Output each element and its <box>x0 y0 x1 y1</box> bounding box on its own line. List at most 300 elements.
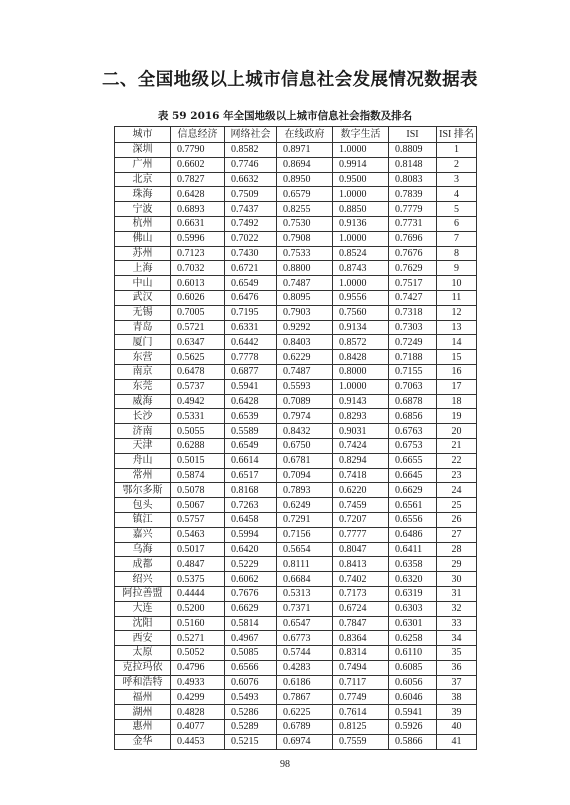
table-row <box>115 468 477 483</box>
online-government-cell: 0.7371 <box>277 601 333 616</box>
network-society-cell: 0.6549 <box>225 276 277 291</box>
city-cell: 福州 <box>115 690 171 705</box>
info-economy-cell: 0.5052 <box>171 646 225 661</box>
online-government-cell: 0.6229 <box>277 350 333 365</box>
isi-cell: 0.7427 <box>389 290 437 305</box>
digital-life-cell: 0.8524 <box>333 246 389 261</box>
table-row <box>115 305 477 320</box>
table-row <box>115 335 477 350</box>
isi-cell: 0.6629 <box>389 483 437 498</box>
info-economy-cell: 0.5737 <box>171 379 225 394</box>
table-caption: 表 59 2016 年全国地级以上城市信息社会指数及排名 <box>157 110 413 122</box>
table-row <box>115 705 477 720</box>
isi-rank-cell: 36 <box>437 660 477 675</box>
network-society-cell: 0.7022 <box>225 231 277 246</box>
isi-cell: 0.7517 <box>389 276 437 291</box>
table-row <box>115 675 477 690</box>
network-society-cell: 0.6458 <box>225 512 277 527</box>
info-economy-cell: 0.5331 <box>171 409 225 424</box>
isi-rank-cell: 17 <box>437 379 477 394</box>
network-society-cell: 0.6614 <box>225 453 277 468</box>
isi-cell: 0.6303 <box>389 601 437 616</box>
city-cell: 杭州 <box>115 216 171 231</box>
isi-rank-cell: 37 <box>437 675 477 690</box>
city-cell: 深圳 <box>115 143 171 158</box>
table-row <box>115 157 477 172</box>
network-society-cell: 0.5493 <box>225 690 277 705</box>
table-row <box>115 394 477 409</box>
digital-life-cell: 0.8364 <box>333 631 389 646</box>
digital-life-cell: 0.8047 <box>333 542 389 557</box>
online-government-cell: 0.7487 <box>277 276 333 291</box>
city-cell: 宁波 <box>115 202 171 217</box>
isi-rank-cell: 32 <box>437 601 477 616</box>
isi-rank-cell: 39 <box>437 705 477 720</box>
isi-rank-cell: 6 <box>437 216 477 231</box>
info-economy-cell: 0.4942 <box>171 394 225 409</box>
info-economy-cell: 0.5200 <box>171 601 225 616</box>
table-row <box>115 631 477 646</box>
table-row <box>115 601 477 616</box>
online-government-cell: 0.7533 <box>277 246 333 261</box>
isi-cell: 0.5926 <box>389 720 437 735</box>
isi-cell: 0.8809 <box>389 143 437 158</box>
online-government-cell: 0.8403 <box>277 335 333 350</box>
online-government-cell: 0.8255 <box>277 202 333 217</box>
network-society-cell: 0.6539 <box>225 409 277 424</box>
info-economy-cell: 0.5625 <box>171 350 225 365</box>
network-society-cell: 0.7492 <box>225 216 277 231</box>
digital-life-cell: 0.7560 <box>333 305 389 320</box>
city-cell: 南京 <box>115 364 171 379</box>
network-society-cell: 0.5941 <box>225 379 277 394</box>
online-government-cell: 0.7487 <box>277 364 333 379</box>
isi-cell: 0.7155 <box>389 364 437 379</box>
network-society-cell: 0.6549 <box>225 438 277 453</box>
online-government-cell: 0.8694 <box>277 157 333 172</box>
digital-life-cell: 1.0000 <box>333 231 389 246</box>
isi-cell: 0.6561 <box>389 498 437 513</box>
isi-cell: 0.7318 <box>389 305 437 320</box>
city-cell: 北京 <box>115 172 171 187</box>
digital-life-cell: 0.9143 <box>333 394 389 409</box>
table-row <box>115 350 477 365</box>
isi-rank-cell: 38 <box>437 690 477 705</box>
digital-life-cell: 0.9500 <box>333 172 389 187</box>
isi-cell: 0.7779 <box>389 202 437 217</box>
info-economy-cell: 0.5015 <box>171 453 225 468</box>
table-row <box>115 320 477 335</box>
isi-cell: 0.6085 <box>389 660 437 675</box>
network-society-cell: 0.6331 <box>225 320 277 335</box>
online-government-cell: 0.6773 <box>277 631 333 646</box>
network-society-cell: 0.8168 <box>225 483 277 498</box>
isi-cell: 0.7249 <box>389 335 437 350</box>
info-economy-cell: 0.5463 <box>171 527 225 542</box>
isi-rank-cell: 10 <box>437 276 477 291</box>
digital-life-cell: 0.6724 <box>333 601 389 616</box>
isi-cell: 0.6320 <box>389 572 437 587</box>
isi-rank-cell: 40 <box>437 720 477 735</box>
city-cell: 苏州 <box>115 246 171 261</box>
city-cell: 阿拉善盟 <box>115 586 171 601</box>
network-society-cell: 0.5229 <box>225 557 277 572</box>
online-government-cell: 0.7094 <box>277 468 333 483</box>
city-cell: 厦门 <box>115 335 171 350</box>
city-cell: 绍兴 <box>115 572 171 587</box>
table-row <box>115 231 477 246</box>
online-government-cell: 0.7893 <box>277 483 333 498</box>
isi-rank-cell: 35 <box>437 646 477 661</box>
city-cell: 湖州 <box>115 705 171 720</box>
table-row <box>115 438 477 453</box>
info-economy-cell: 0.4828 <box>171 705 225 720</box>
digital-life-cell: 0.8850 <box>333 202 389 217</box>
city-cell: 沈阳 <box>115 616 171 631</box>
city-cell: 天津 <box>115 438 171 453</box>
city-cell: 太原 <box>115 646 171 661</box>
table-row <box>115 690 477 705</box>
isi-cell: 0.7188 <box>389 350 437 365</box>
city-cell: 镇江 <box>115 512 171 527</box>
page-number: 98 <box>280 759 290 770</box>
city-cell: 上海 <box>115 261 171 276</box>
network-society-cell: 0.5994 <box>225 527 277 542</box>
city-cell: 东莞 <box>115 379 171 394</box>
digital-life-cell: 1.0000 <box>333 187 389 202</box>
table-row <box>115 616 477 631</box>
city-cell: 中山 <box>115 276 171 291</box>
table-header-row <box>115 127 477 143</box>
isi-rank-cell: 11 <box>437 290 477 305</box>
info-economy-cell: 0.5078 <box>171 483 225 498</box>
info-economy-cell: 0.4847 <box>171 557 225 572</box>
isi-cell: 0.7731 <box>389 216 437 231</box>
network-society-cell: 0.6428 <box>225 394 277 409</box>
online-government-cell: 0.6684 <box>277 572 333 587</box>
network-society-cell: 0.5289 <box>225 720 277 735</box>
isi-rank-cell: 12 <box>437 305 477 320</box>
col-header-city: 城市 <box>115 127 171 143</box>
table-row <box>115 660 477 675</box>
info-economy-cell: 0.5874 <box>171 468 225 483</box>
online-government-cell: 0.5593 <box>277 379 333 394</box>
info-economy-cell: 0.6478 <box>171 364 225 379</box>
network-society-cell: 0.4967 <box>225 631 277 646</box>
table-row <box>115 453 477 468</box>
isi-cell: 0.6655 <box>389 453 437 468</box>
network-society-cell: 0.5215 <box>225 734 277 749</box>
info-economy-cell: 0.6347 <box>171 335 225 350</box>
isi-cell: 0.6258 <box>389 631 437 646</box>
network-society-cell: 0.6632 <box>225 172 277 187</box>
city-cell: 威海 <box>115 394 171 409</box>
isi-cell: 0.6556 <box>389 512 437 527</box>
network-society-cell: 0.7676 <box>225 586 277 601</box>
section-heading: 二、全国地级以上城市信息社会发展情况数据表 <box>102 70 478 90</box>
network-society-cell: 0.7195 <box>225 305 277 320</box>
isi-cell: 0.6319 <box>389 586 437 601</box>
online-government-cell: 0.7867 <box>277 690 333 705</box>
isi-cell: 0.6878 <box>389 394 437 409</box>
digital-life-cell: 0.7559 <box>333 734 389 749</box>
info-economy-cell: 0.5067 <box>171 498 225 513</box>
isi-cell: 0.6056 <box>389 675 437 690</box>
isi-rank-cell: 24 <box>437 483 477 498</box>
isi-rank-cell: 20 <box>437 424 477 439</box>
isi-cell: 0.7629 <box>389 261 437 276</box>
city-cell: 鄂尔多斯 <box>115 483 171 498</box>
online-government-cell: 0.7291 <box>277 512 333 527</box>
network-society-cell: 0.6076 <box>225 675 277 690</box>
city-cell: 惠州 <box>115 720 171 735</box>
online-government-cell: 0.6579 <box>277 187 333 202</box>
city-cell: 舟山 <box>115 453 171 468</box>
online-government-cell: 0.6249 <box>277 498 333 513</box>
digital-life-cell: 0.7402 <box>333 572 389 587</box>
online-government-cell: 0.6547 <box>277 616 333 631</box>
table-row <box>115 187 477 202</box>
table-row <box>115 364 477 379</box>
table-row <box>115 261 477 276</box>
city-cell: 大连 <box>115 601 171 616</box>
digital-life-cell: 0.7418 <box>333 468 389 483</box>
digital-life-cell: 1.0000 <box>333 379 389 394</box>
network-society-cell: 0.5085 <box>225 646 277 661</box>
info-economy-cell: 0.5017 <box>171 542 225 557</box>
isi-cell: 0.6486 <box>389 527 437 542</box>
info-economy-cell: 0.6893 <box>171 202 225 217</box>
network-society-cell: 0.7509 <box>225 187 277 202</box>
isi-rank-cell: 4 <box>437 187 477 202</box>
table-row <box>115 734 477 749</box>
isi-rank-cell: 5 <box>437 202 477 217</box>
col-header-isi-rank: ISI 排名 <box>437 127 477 143</box>
city-cell: 包头 <box>115 498 171 513</box>
online-government-cell: 0.6781 <box>277 453 333 468</box>
table-row <box>115 172 477 187</box>
isi-rank-cell: 33 <box>437 616 477 631</box>
table-row <box>115 379 477 394</box>
info-economy-cell: 0.4933 <box>171 675 225 690</box>
info-economy-cell: 0.7032 <box>171 261 225 276</box>
city-cell: 常州 <box>115 468 171 483</box>
isi-cell: 0.6358 <box>389 557 437 572</box>
digital-life-cell: 0.8572 <box>333 335 389 350</box>
digital-life-cell: 0.8125 <box>333 720 389 735</box>
isi-rank-cell: 8 <box>437 246 477 261</box>
digital-life-cell: 0.9914 <box>333 157 389 172</box>
online-government-cell: 0.8432 <box>277 424 333 439</box>
digital-life-cell: 0.6220 <box>333 483 389 498</box>
isi-cell: 0.6645 <box>389 468 437 483</box>
isi-rank-cell: 41 <box>437 734 477 749</box>
digital-life-cell: 0.7777 <box>333 527 389 542</box>
digital-life-cell: 1.0000 <box>333 143 389 158</box>
isi-rank-cell: 15 <box>437 350 477 365</box>
online-government-cell: 0.7530 <box>277 216 333 231</box>
digital-life-cell: 0.9556 <box>333 290 389 305</box>
info-economy-cell: 0.7123 <box>171 246 225 261</box>
city-cell: 西安 <box>115 631 171 646</box>
table-row <box>115 512 477 527</box>
isi-rank-cell: 18 <box>437 394 477 409</box>
digital-life-cell: 0.7494 <box>333 660 389 675</box>
table-row <box>115 424 477 439</box>
table-row <box>115 572 477 587</box>
isi-rank-cell: 22 <box>437 453 477 468</box>
online-government-cell: 0.4283 <box>277 660 333 675</box>
isi-rank-cell: 2 <box>437 157 477 172</box>
online-government-cell: 0.8111 <box>277 557 333 572</box>
online-government-cell: 0.7156 <box>277 527 333 542</box>
network-society-cell: 0.5589 <box>225 424 277 439</box>
isi-rank-cell: 19 <box>437 409 477 424</box>
isi-cell: 0.7839 <box>389 187 437 202</box>
isi-cell: 0.7303 <box>389 320 437 335</box>
col-header-info-economy: 信息经济 <box>171 127 225 143</box>
network-society-cell: 0.5814 <box>225 616 277 631</box>
isi-rank-cell: 34 <box>437 631 477 646</box>
info-economy-cell: 0.7790 <box>171 143 225 158</box>
online-government-cell: 0.8095 <box>277 290 333 305</box>
isi-cell: 0.6856 <box>389 409 437 424</box>
isi-rank-cell: 25 <box>437 498 477 513</box>
table-row <box>115 216 477 231</box>
online-government-cell: 0.7903 <box>277 305 333 320</box>
city-cell: 金华 <box>115 734 171 749</box>
city-cell: 青岛 <box>115 320 171 335</box>
table-row <box>115 276 477 291</box>
city-cell: 成都 <box>115 557 171 572</box>
network-society-cell: 0.7263 <box>225 498 277 513</box>
info-economy-cell: 0.5160 <box>171 616 225 631</box>
info-economy-cell: 0.4077 <box>171 720 225 735</box>
online-government-cell: 0.6225 <box>277 705 333 720</box>
isi-rank-cell: 9 <box>437 261 477 276</box>
isi-rank-cell: 13 <box>437 320 477 335</box>
city-cell: 无锡 <box>115 305 171 320</box>
online-government-cell: 0.9292 <box>277 320 333 335</box>
city-cell: 东营 <box>115 350 171 365</box>
isi-rank-cell: 21 <box>437 438 477 453</box>
city-cell: 长沙 <box>115 409 171 424</box>
info-economy-cell: 0.4453 <box>171 734 225 749</box>
table-row <box>115 202 477 217</box>
info-economy-cell: 0.6013 <box>171 276 225 291</box>
info-economy-cell: 0.4796 <box>171 660 225 675</box>
info-economy-cell: 0.7005 <box>171 305 225 320</box>
isi-cell: 0.5941 <box>389 705 437 720</box>
city-cell: 广州 <box>115 157 171 172</box>
table-row <box>115 557 477 572</box>
online-government-cell: 0.7974 <box>277 409 333 424</box>
isi-rank-cell: 31 <box>437 586 477 601</box>
table-row <box>115 498 477 513</box>
online-government-cell: 0.5744 <box>277 646 333 661</box>
table-row <box>115 586 477 601</box>
isi-cell: 0.6763 <box>389 424 437 439</box>
online-government-cell: 0.8950 <box>277 172 333 187</box>
isi-rank-cell: 27 <box>437 527 477 542</box>
info-economy-cell: 0.5271 <box>171 631 225 646</box>
isi-rank-cell: 26 <box>437 512 477 527</box>
online-government-cell: 0.6750 <box>277 438 333 453</box>
info-economy-cell: 0.5996 <box>171 231 225 246</box>
network-society-cell: 0.6420 <box>225 542 277 557</box>
isi-cell: 0.6301 <box>389 616 437 631</box>
isi-cell: 0.6046 <box>389 690 437 705</box>
city-cell: 武汉 <box>115 290 171 305</box>
isi-rank-cell: 28 <box>437 542 477 557</box>
info-economy-cell: 0.5055 <box>171 424 225 439</box>
table-row <box>115 483 477 498</box>
table-row <box>115 527 477 542</box>
isi-rank-cell: 30 <box>437 572 477 587</box>
table-row <box>115 720 477 735</box>
table-row <box>115 646 477 661</box>
isi-rank-cell: 14 <box>437 335 477 350</box>
isi-cell: 0.7676 <box>389 246 437 261</box>
info-economy-cell: 0.6428 <box>171 187 225 202</box>
info-economy-cell: 0.7827 <box>171 172 225 187</box>
isi-cell: 0.5866 <box>389 734 437 749</box>
digital-life-cell: 0.7749 <box>333 690 389 705</box>
digital-life-cell: 0.7424 <box>333 438 389 453</box>
online-government-cell: 0.6974 <box>277 734 333 749</box>
info-economy-cell: 0.6631 <box>171 216 225 231</box>
info-economy-cell: 0.4299 <box>171 690 225 705</box>
col-header-isi: ISI <box>389 127 437 143</box>
network-society-cell: 0.7778 <box>225 350 277 365</box>
info-economy-cell: 0.5375 <box>171 572 225 587</box>
city-cell: 嘉兴 <box>115 527 171 542</box>
digital-life-cell: 0.7614 <box>333 705 389 720</box>
digital-life-cell: 0.7847 <box>333 616 389 631</box>
network-society-cell: 0.6629 <box>225 601 277 616</box>
table-row <box>115 246 477 261</box>
info-economy-cell: 0.6288 <box>171 438 225 453</box>
network-society-cell: 0.6721 <box>225 261 277 276</box>
info-economy-cell: 0.5721 <box>171 320 225 335</box>
isi-cell: 0.8148 <box>389 157 437 172</box>
digital-life-cell: 0.8000 <box>333 364 389 379</box>
network-society-cell: 0.7746 <box>225 157 277 172</box>
table-row <box>115 143 477 158</box>
digital-life-cell: 0.7173 <box>333 586 389 601</box>
info-economy-cell: 0.6602 <box>171 157 225 172</box>
digital-life-cell: 1.0000 <box>333 276 389 291</box>
isi-rank-cell: 1 <box>437 143 477 158</box>
table-row <box>115 409 477 424</box>
digital-life-cell: 0.8413 <box>333 557 389 572</box>
network-society-cell: 0.6517 <box>225 468 277 483</box>
digital-life-cell: 0.8293 <box>333 409 389 424</box>
network-society-cell: 0.6442 <box>225 335 277 350</box>
table-row <box>115 290 477 305</box>
isi-cell: 0.6110 <box>389 646 437 661</box>
isi-cell: 0.7063 <box>389 379 437 394</box>
network-society-cell: 0.5286 <box>225 705 277 720</box>
city-cell: 呼和浩特 <box>115 675 171 690</box>
isi-rank-cell: 3 <box>437 172 477 187</box>
digital-life-cell: 0.7117 <box>333 675 389 690</box>
isi-cell: 0.6411 <box>389 542 437 557</box>
network-society-cell: 0.7437 <box>225 202 277 217</box>
city-cell: 佛山 <box>115 231 171 246</box>
digital-life-cell: 0.8294 <box>333 453 389 468</box>
network-society-cell: 0.6877 <box>225 364 277 379</box>
